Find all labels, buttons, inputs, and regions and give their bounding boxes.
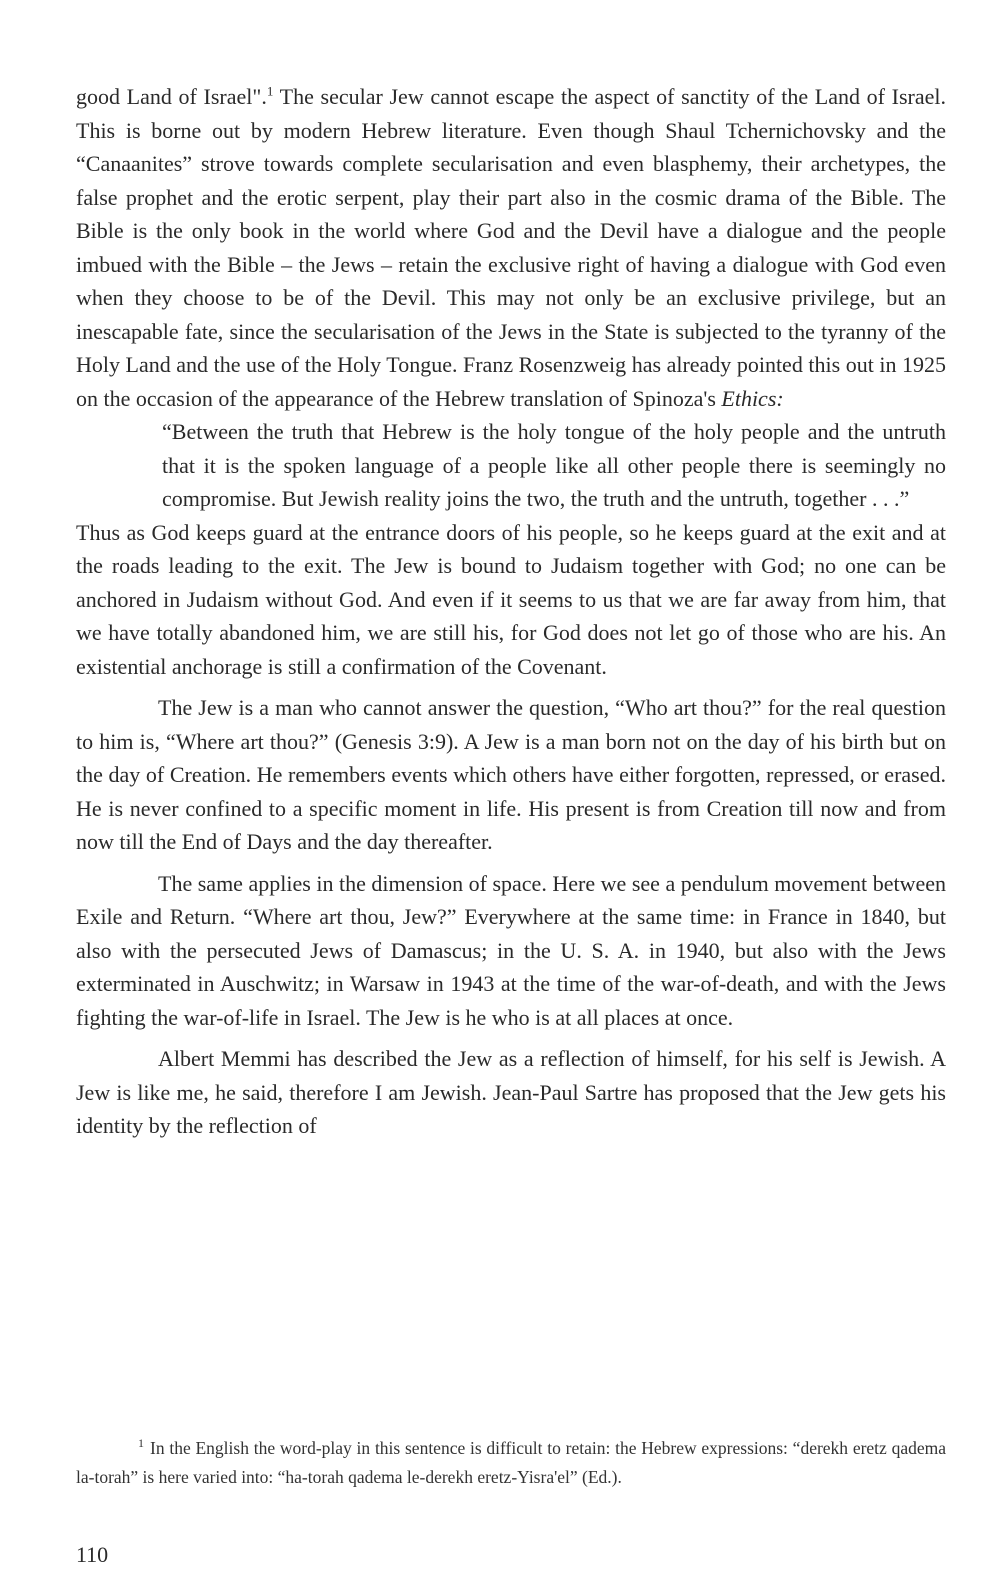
paragraph-2: Thus as God keeps guard at the entrance doors of his people, so he keeps guard at the exit and at the roads leading to the exit. The Jew is bound to Judaism together with God; no one can be anchored in Judaism without God. And even if it seems to us that we are far away from him, that we have totally abandoned him, we are still his, for God does not let go of those who are his. An existential anchorage is still a confirmation of the Covenant. [76,519,946,679]
paragraph-1-text: The secular Jew cannot escape the aspect of sanctity of the Land of Israel. This is borne out by modern Hebrew literature. Even though Shaul Tchernichovsky and the “Canaanites” strove towards complete secularisation and even blasphemy, their archetypes, the false prophet and the erotic serpent, play their part also in the cosmic drama of the Bible. The Bible is the only book in the world where God and the Devil have a dialogue and the people imbued with the Bible – the Jews – retain the exclusive right of having a dialogue with God even when they choose to be of the Devil. This may not only be an exclusive privilege, but an inescapable fate, since the secularisation of the Jews in the State is subjected to the tyranny of the Holy Land and the use of the Holy Tongue. Franz Rosenzweig has already pointed this out in 1925 on the occasion of the appearance of the Hebrew translation of Spinoza's [76,84,946,411]
paragraph-1 [76,80,946,415]
footnote-mark: 1 [138,1436,144,1451]
page-number: 110 [76,1542,109,1567]
footnote-text: In the English the word-play in this sentence is difficult to retain: the Hebrew expressions: “derekh eretz qadema la-torah” is here varied into: “ha-torah qadema le-derekh eretz-Yisra'el” (Ed.). [76,1438,946,1487]
paragraph-4: The same applies in the dimension of space. Here we see a pendulum movement between Exile and Return. “Where art thou, Jew?” Everywhere at the same time: in France in 1840, but also with the persecuted Jews of Damascus; in the U. S. A. in 1940, but also with the Jews exterminated in Auschwitz; in Warsaw in 1943 at the time of the war-of-death, and with the Jews fighting the war-of-life in Israel. The Jew is he who is at all places at once. [76,870,946,1030]
paragraph-5: Albert Memmi has described the Jew as a reflection of himself, for his self is Jewish. A Jew is like me, he said, therefore I am Jewish. Jean-Paul Sartre has proposed that the Jew gets his identity by the reflection of [76,1046,946,1138]
footnote-reference[interactable]: 1 [266,83,274,99]
paragraph-1-lead: good Land of Israel". [76,84,267,109]
page-body [76,80,946,1143]
rosenzweig-quote: “Between the truth that Hebrew is the holy tongue of the holy people and the untruth that it is the spoken language of a people like all other people there is seemingly no compromise. But Jewish reality joins the two, the truth and the untruth, together . . .” [162,419,946,511]
main-text [76,80,946,1143]
footnote [76,1434,946,1492]
ethics-title: Ethics: [721,385,784,411]
paragraph-3: The Jew is a man who cannot answer the question, “Who art thou?” for the real question to him is, “Where art thou?” (Genesis 3:9). A Jew is a man born not on the day of his birth but on the day of Creation. He remembers events which others have either forgotten, repressed, or erased. He is never confined to a specific moment in life. His present is from Creation till now and from now till the End of Days and the day thereafter. [76,695,946,854]
